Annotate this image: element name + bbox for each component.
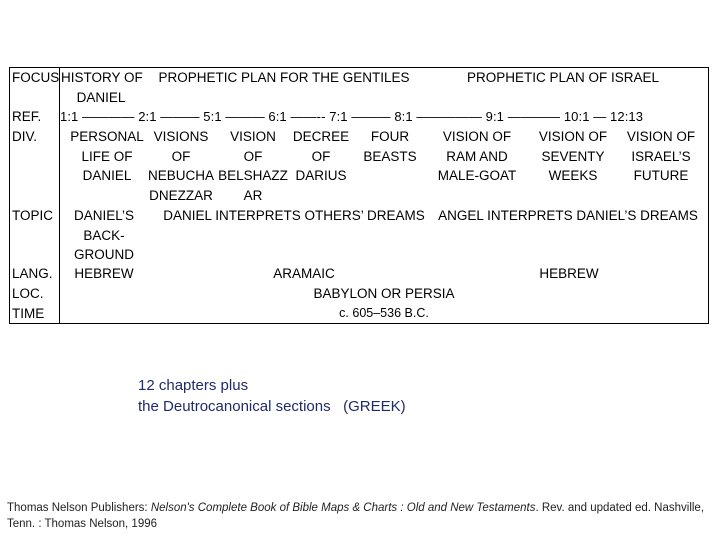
- division-line: OF: [171, 148, 191, 164]
- focus-history-line: HISTORY OF: [61, 70, 143, 85]
- citation-title: Nelson's Complete Book of Bible Maps & Charts : Old and New Testaments: [150, 502, 536, 514]
- focus-history: [61, 68, 141, 107]
- division-line: DARIUS: [295, 168, 347, 183]
- language-hebrew-first: HEBREW: [74, 266, 134, 281]
- division-line: VISION OF: [626, 129, 696, 144]
- reference-line: 1:1 ———— 2:1 ——— 5:1 ——— 6:1 ——-- 7:1 ——— 8:1 ————— 9:1 ———— 10:1 — 12:13: [60, 109, 644, 124]
- division-line: DECREE: [292, 129, 350, 144]
- daniel-overview-chart: [9, 67, 709, 324]
- division-personal-life: [65, 127, 149, 186]
- focus-israel: PROPHETIC PLAN OF ISRAEL: [466, 70, 660, 85]
- row-label-lang: LANG.: [12, 266, 53, 281]
- division-ram-goat: [433, 127, 521, 186]
- division-line: WEEKS: [548, 168, 598, 183]
- chart-border-right: [708, 67, 709, 324]
- division-line: LIFE OF: [81, 148, 133, 164]
- division-line: OF: [243, 148, 263, 164]
- caption-line: the Deutrocanonical sections (GREEK): [138, 398, 406, 415]
- division-line: VISIONS: [153, 129, 209, 144]
- division-line: BELSHAZZ: [218, 168, 288, 183]
- location: BABYLON OR PERSIA: [313, 286, 455, 301]
- greek-sections-caption: [138, 375, 406, 417]
- division-line: VISION OF: [538, 129, 608, 144]
- division-line: DNEZZAR: [149, 187, 213, 203]
- division-line: VISION: [230, 129, 276, 144]
- division-line: ISRAEL’S: [631, 148, 691, 164]
- source-citation: [7, 500, 713, 532]
- division-line: MALE-GOAT: [437, 168, 517, 183]
- row-label-time: TIME: [12, 306, 45, 321]
- caption-line: 12 chapters plus: [138, 377, 249, 394]
- division-seventy-weeks: [529, 127, 617, 186]
- topic-line: GROUND: [74, 247, 134, 262]
- division-decree-darius: [289, 127, 353, 186]
- division-line: BEASTS: [363, 148, 417, 164]
- division-line: SEVENTY: [541, 148, 605, 164]
- row-label-focus: FOCUS: [12, 70, 60, 85]
- division-line: FOUR: [370, 129, 410, 144]
- division-visions-nebuchadnezzar: [147, 127, 215, 205]
- row-label-ref: REF.: [12, 109, 42, 124]
- division-vision-belshazzar: [214, 127, 292, 205]
- citation-suffix: . Rev. and updated ed. Nashville, Tenn. : Thomas Nelson, 1996: [7, 502, 705, 530]
- division-line: AR: [243, 187, 263, 203]
- division-line: FUTURE: [633, 168, 689, 183]
- topic-line: DANIEL’S: [73, 208, 135, 223]
- division-line: VISION OF: [442, 129, 512, 144]
- row-label-loc: LOC.: [12, 286, 44, 301]
- row-label-topic: TOPIC: [12, 208, 54, 223]
- division-line: RAM AND: [446, 148, 508, 164]
- topic-others-dreams: DANIEL INTERPRETS OTHERS’ DREAMS: [163, 208, 425, 223]
- division-israels-future: [619, 127, 703, 186]
- topic-line: BACK-: [83, 227, 125, 243]
- topic-angel-interprets: ANGEL INTERPRETS DANIEL’S DREAMS: [438, 208, 698, 223]
- division-line: NEBUCHA: [147, 168, 214, 183]
- row-label-div: DIV.: [12, 129, 38, 144]
- time-period: c. 605–536 B.C.: [339, 306, 429, 320]
- division-line: OF: [311, 148, 331, 164]
- focus-gentiles: PROPHETIC PLAN FOR THE GENTILES: [158, 70, 410, 85]
- citation-prefix: Thomas Nelson Publishers:: [7, 502, 151, 514]
- language-hebrew-last: HEBREW: [539, 266, 599, 281]
- division-four-beasts: [356, 127, 424, 166]
- chart-border-left: [9, 67, 10, 324]
- topic-background: [65, 206, 143, 265]
- division-line: PERSONAL: [70, 129, 144, 144]
- language-aramaic: ARAMAIC: [273, 266, 335, 281]
- division-line: DANIEL: [82, 168, 132, 183]
- label-column-divider: [59, 67, 60, 324]
- focus-history-line: DANIEL: [76, 89, 126, 105]
